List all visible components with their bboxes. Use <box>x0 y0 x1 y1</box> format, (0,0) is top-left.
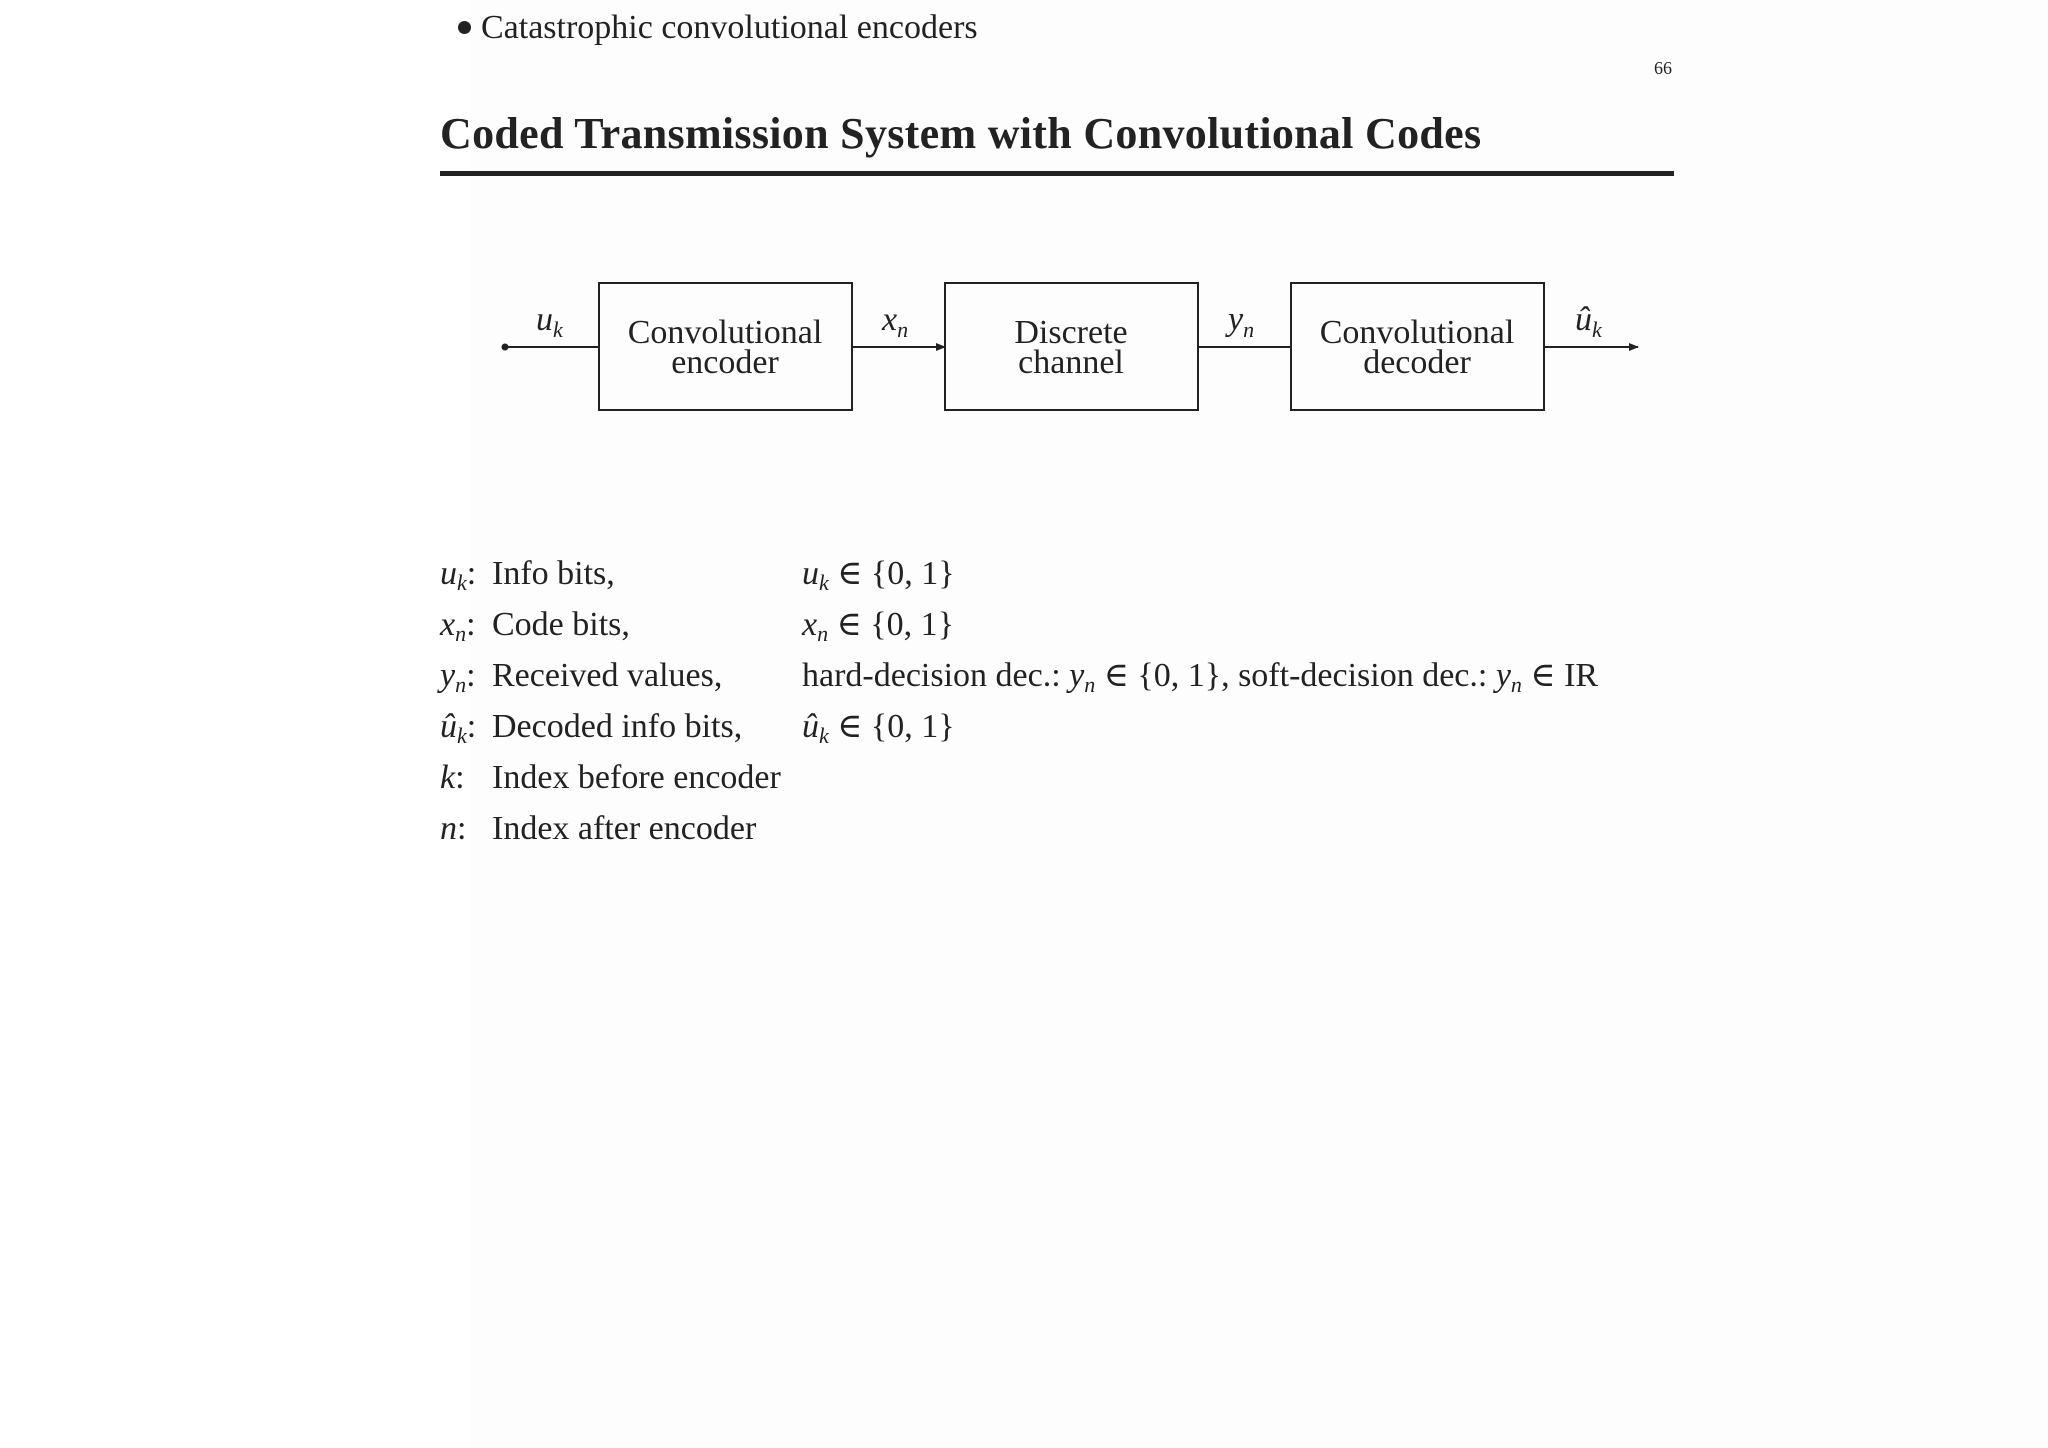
condition-symbol: y <box>1069 657 1085 694</box>
symbol-colon: : <box>466 606 476 643</box>
condition-symbol: û <box>802 708 819 745</box>
symbol-sub: k <box>457 570 467 595</box>
bullet-icon <box>458 21 471 34</box>
condition-sub: n <box>817 621 829 646</box>
condition-text: ∈ {0, 1} <box>837 555 955 592</box>
bullet-item <box>458 6 978 50</box>
condition-text: ∈ {0, 1} <box>837 708 955 745</box>
symbol-colon: : <box>457 810 467 847</box>
received-signal-base: y <box>1228 301 1244 338</box>
definition-condition <box>802 650 1598 701</box>
definition-condition <box>802 599 954 650</box>
symbol-base: k <box>440 759 456 796</box>
symbol-sub: n <box>455 672 467 697</box>
channel-label-line2: channel <box>1018 344 1124 381</box>
decoder-label-line2: decoder <box>1363 344 1471 381</box>
condition-text-2: ∈ IR <box>1530 657 1599 694</box>
encoder-label-line2: encoder <box>671 344 779 381</box>
definition-description: Info bits, <box>492 555 615 592</box>
definition-symbol <box>440 599 476 650</box>
condition-sub: k <box>819 570 829 595</box>
condition-symbol: u <box>802 555 819 592</box>
condition-text: ∈ {0, 1}, soft-decision dec.: <box>1103 657 1496 694</box>
symbol-colon: : <box>466 708 477 745</box>
definition-description: Code bits, <box>492 606 630 643</box>
condition-sub-2: n <box>1510 672 1522 697</box>
definition-description: Index before encoder <box>492 759 781 796</box>
definition-description: Decoded info bits, <box>492 708 743 745</box>
condition-symbol-2: y <box>1495 657 1511 694</box>
condition-text: ∈ {0, 1} <box>836 606 954 643</box>
definition-symbol <box>440 650 476 701</box>
definition-symbol <box>440 701 476 752</box>
symbol-base: x <box>440 606 456 643</box>
code-signal-base: x <box>882 301 898 338</box>
definition-description: Received values, <box>492 657 723 694</box>
definition-symbol <box>440 752 465 803</box>
encoder-label-line1: Convolutional <box>627 314 823 351</box>
symbol-base: y <box>440 657 456 694</box>
symbol-base: u <box>440 555 457 592</box>
definition-symbol <box>440 803 466 854</box>
symbol-base: n <box>440 810 457 847</box>
symbol-colon: : <box>466 555 477 592</box>
code-signal-sub: n <box>897 317 909 342</box>
received-signal-sub: n <box>1243 317 1255 342</box>
condition-symbol: x <box>802 606 818 643</box>
definition-condition <box>802 701 955 752</box>
output-signal-sub: k <box>1592 317 1602 342</box>
input-signal-base: u <box>536 301 553 338</box>
input-signal-sub: k <box>553 317 563 342</box>
condition-sub: k <box>819 723 829 748</box>
bullet-text: Catastrophic convolutional encoders <box>481 9 978 46</box>
output-signal-base: û <box>1575 301 1592 338</box>
title-underline <box>440 171 1674 176</box>
definition-description: Index after encoder <box>492 810 757 847</box>
page-title: Coded Transmission System with Convolutional Codes <box>440 109 1482 158</box>
symbol-colon: : <box>455 759 465 796</box>
definition-condition <box>802 548 955 599</box>
symbol-base: û <box>440 708 457 745</box>
condition-prefix: hard-decision dec.: <box>802 657 1070 694</box>
symbol-sub: n <box>455 621 467 646</box>
page-number: 66 <box>1654 58 1672 78</box>
symbol-colon: : <box>466 657 476 694</box>
symbol-sub: k <box>457 723 467 748</box>
channel-label-line1: Discrete <box>1014 314 1128 351</box>
definition-symbol <box>440 548 476 599</box>
decoder-label-line1: Convolutional <box>1319 314 1515 351</box>
condition-sub: n <box>1084 672 1096 697</box>
